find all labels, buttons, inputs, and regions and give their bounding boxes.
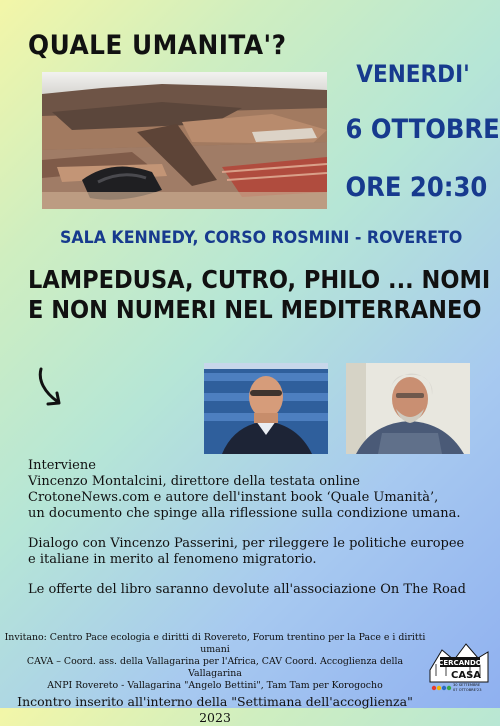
speaker-photo-montalcini <box>204 363 328 454</box>
organizers-footer <box>0 632 430 726</box>
dialog-line-1: Dialogo con Vincenzo Passerini, per rileggere le politiche europee <box>28 536 465 551</box>
event-day: VENERDI' <box>356 60 470 88</box>
dialog-line-2: e italiane in merito al fenomeno migratorio. <box>28 552 317 567</box>
cercando-casa-logo <box>426 636 492 696</box>
speaker-line-3: un documento che spinge alla riflessione sulla condizione umana. <box>28 506 461 521</box>
svg-text:07 OTTOBRE'23: 07 OTTOBRE'23 <box>453 688 482 692</box>
offers-text: Le offerte del libro saranno devolute all'associazione On The Road <box>28 582 466 597</box>
speaker-line-2: CrotoneNews.com e autore dell'instant book ‘Quale Umanità’, <box>28 490 439 505</box>
svg-text:30 SETTEMBRE: 30 SETTEMBRE <box>453 683 481 687</box>
svg-text:CERCANDO: CERCANDO <box>438 659 482 667</box>
svg-text:CASA: CASA <box>450 670 482 681</box>
footer-line-1: Invitano: Centro Pace ecologia e diritti di Rovereto, Forum trentino per la Pace e i diritti umani <box>4 632 426 655</box>
event-time: ORE 20:30 <box>345 172 488 203</box>
shipwreck-photo <box>42 72 327 209</box>
footer-line-4: Incontro inserito all'interno della "Settimana dell'accoglienza" 2023 <box>17 694 413 725</box>
event-venue: SALA KENNEDY, CORSO ROSMINI - ROVERETO <box>60 228 463 248</box>
intro-text: Interviene <box>28 458 96 473</box>
headline <box>28 265 491 325</box>
headline-line-1: LAMPEDUSA, CUTRO, PHILO ... NOMI <box>28 265 491 294</box>
speaker-line-1: Vincenzo Montalcini, direttore della testata online <box>28 474 360 489</box>
curved-arrow-icon <box>36 366 66 410</box>
speaker-photo-passerini <box>346 363 470 454</box>
footer-line-2: CAVA – Coord. ass. della Vallagarina per l'Africa, CAV Coord. Accoglienza della Vallagarina <box>26 656 404 679</box>
event-date: 6 OTTOBRE <box>345 114 500 145</box>
footer-line-3: ANPI Rovereto - Vallagarina "Angelo Bettini", Tam Tam per Korogocho <box>47 680 383 691</box>
headline-line-2: E NON NUMERI NEL MEDITERRANEO <box>28 295 482 324</box>
event-title: QUALE UMANITA'? <box>28 30 287 61</box>
event-description <box>28 458 480 598</box>
